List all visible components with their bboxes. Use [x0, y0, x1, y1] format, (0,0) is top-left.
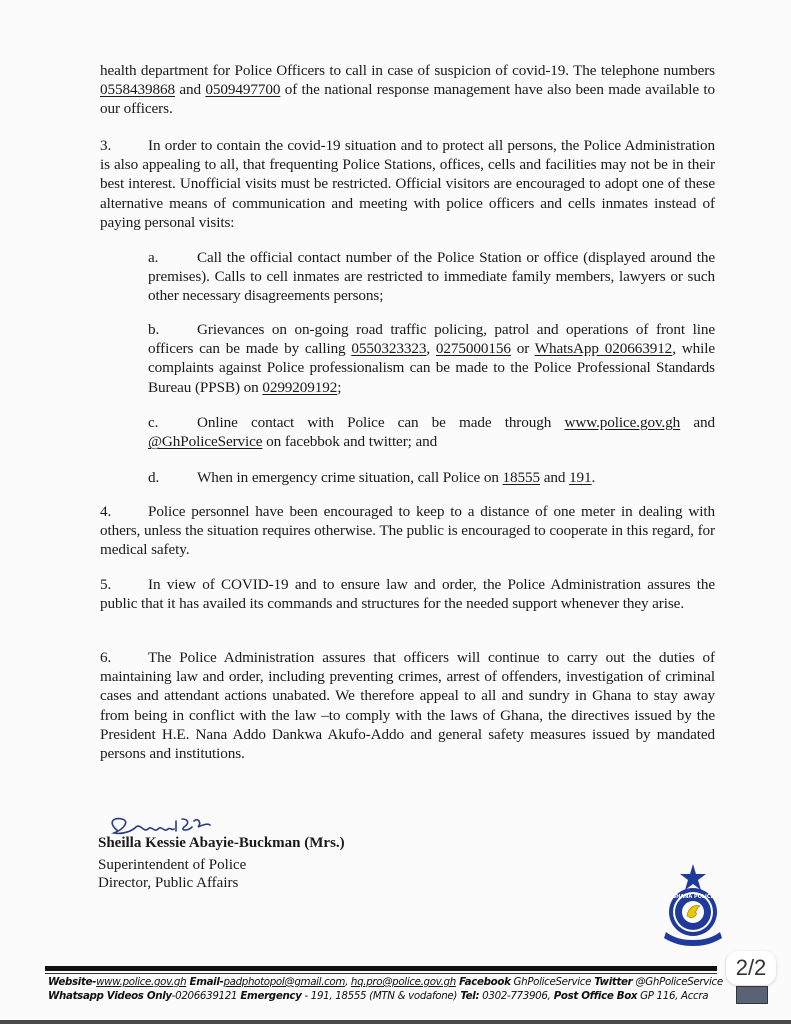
- footer-rule-thin: [45, 973, 717, 974]
- traffic-phone-1: 0550323323: [351, 340, 427, 358]
- sub-item-d: [148, 468, 715, 487]
- sub-item-text: and: [680, 414, 715, 431]
- separator: ,: [426, 340, 436, 358]
- footer-twitter-value: @GhPoliceService: [632, 976, 723, 988]
- intro-text: health department for Police Officers to call in case of suspicion of covid-19. The telephone numbers: [100, 62, 715, 79]
- footer-facebook-label: Facebook: [455, 976, 511, 988]
- police-website-link[interactable]: www.police.gov.gh: [564, 414, 681, 431]
- sub-item-text: Call the official contact number of the Police Station or office (displayed around the premises). Calls to cell inmates are restricted to immediate family members, lawyers or such other necessary disagreements persons;: [148, 249, 715, 305]
- footer-tel-value: 0302-773906,: [479, 990, 551, 1002]
- paragraph-number: 6.: [100, 649, 112, 666]
- footer-tel-label: Tel:: [457, 990, 480, 1002]
- intro-paragraph: [100, 61, 715, 119]
- footer-emergency-value: - 191, 18555 (MTN & vodafone): [301, 990, 458, 1002]
- traffic-phone-2: 0275000156: [435, 340, 511, 358]
- footer-whatsapp-value: -0206639121: [171, 990, 238, 1002]
- sub-item-text: and: [540, 469, 570, 486]
- footer-pobox-value: GP 116, Accra: [637, 990, 709, 1002]
- signatory-rank: Superintendent of Police: [98, 857, 247, 873]
- sub-item-text: When in emergency crime situation, call Police on: [197, 469, 503, 486]
- footer-rule: [45, 966, 717, 971]
- paragraph-6: [100, 648, 715, 763]
- sub-item-letter: a.: [148, 249, 159, 266]
- sub-item-end: ;: [337, 378, 342, 396]
- sub-item-text: Grievances on on-going road traffic policing, patrol and operations of front line officers can be made by calling: [148, 321, 715, 358]
- sub-item-c: [148, 413, 715, 451]
- footer-facebook-value: GhPoliceService: [510, 976, 592, 988]
- logo-text: GHANA POLICE: [672, 894, 714, 900]
- social-handle-link[interactable]: @GhPoliceService: [148, 433, 263, 451]
- paragraph-text: In view of COVID-19 and to ensure law and order, the Police Administration assures the public that it has availed its commands and structures for the needed support whenever they arise.: [100, 576, 715, 613]
- signatory-name: Sheilla Kessie Abayie-Buckman (Mrs.): [98, 835, 345, 851]
- sub-item-text: Online contact with Police can be made through: [197, 414, 565, 431]
- sub-item-a: [148, 248, 715, 306]
- paragraph-number: 5.: [100, 576, 112, 593]
- paragraph-text: The Police Administration assures that officers will continue to carry out the duties of maintaining law and order, including preventing crimes, arrest of offenders, investigation of criminal cases and attendant actions unabated. We therefore appeal to all and sundry in Ghana to stay away from being in conflict with the law –to comply with the laws of Ghana, the directives issued by the President H.E. Nana Addo Dankwa Akufo-Addo and general safety measures issued by mandated persons and institutions.: [100, 649, 715, 763]
- emergency-number-1: 18555: [502, 469, 541, 486]
- footer-whatsapp-label: Whatsapp Videos Only: [48, 990, 172, 1002]
- footer-twitter-label: Twitter: [591, 976, 633, 988]
- ghana-police-logo: [660, 862, 726, 952]
- sub-item-letter: c.: [148, 414, 159, 431]
- intro-text-end: of the national response management have also been made available to our officers.: [100, 81, 715, 118]
- paragraph-text: Police personnel have been encouraged to keep to a distance of one meter in dealing with others, unless the situation requires otherwise. The public is encouraged to cooperate in this regard, for medical safety.: [100, 503, 715, 559]
- separator: or: [510, 340, 535, 358]
- paragraph-4: [100, 502, 715, 560]
- ppsb-phone: 0299209192: [262, 378, 338, 396]
- footer-emergency-label: Emergency: [237, 990, 302, 1002]
- footer-contact-line-1: [48, 976, 723, 988]
- sub-item-b: [148, 320, 715, 397]
- signatory-position: Director, Public Affairs: [98, 875, 239, 891]
- whatsapp-number: WhatsApp 020663912: [534, 340, 673, 358]
- sub-item-letter: d.: [148, 469, 160, 486]
- sub-item-end: .: [591, 469, 596, 486]
- footer-email-2[interactable]: hq.pro@police.gov.gh: [350, 976, 456, 988]
- national-response-phone-1: 0558439868: [100, 81, 175, 99]
- sub-item-letter: b.: [148, 321, 160, 338]
- footer-email-label: Email-: [186, 976, 224, 988]
- footer-contact-line-2: [48, 990, 708, 1002]
- footer-website-link[interactable]: www.police.gov.gh: [96, 976, 187, 988]
- paragraph-text: In order to contain the covid-19 situation and to protect all persons, the Police Administration is also appealing to all, that frequenting Police Stations, offices, cells and facilities may not be in their best interest. Unofficial visits must be restricted. Official visitors are encouraged to adopt one of these alternative means of communication and meeting with police officers and cells inmates instead of paying personal visits:: [100, 137, 715, 231]
- sub-item-text: on facebbok and twitter; and: [262, 433, 438, 451]
- emergency-number-2: 191: [569, 469, 592, 486]
- footer-separator: ,: [345, 976, 351, 988]
- paragraph-5: [100, 575, 715, 613]
- page-counter-badge: 2/2: [726, 951, 776, 985]
- sub-item-text: , while complaints against Police professionalism can be made to the Police Professional Standards Bureau (PPSB) on: [148, 340, 715, 396]
- footer-email-1[interactable]: padphotopol@gmail.com: [223, 976, 346, 988]
- intro-text-and: and: [174, 81, 206, 99]
- paragraph-number: 3.: [100, 137, 112, 154]
- footer-pobox-label: Post Office Box: [550, 990, 638, 1002]
- footer-website-label: Website-: [48, 976, 97, 988]
- page-thumbnail[interactable]: [736, 986, 768, 1004]
- paragraph-number: 4.: [100, 503, 112, 520]
- bottom-edge-bar: [0, 1020, 791, 1024]
- paragraph-3: [100, 136, 715, 232]
- national-response-phone-2: 0509497700: [205, 81, 281, 99]
